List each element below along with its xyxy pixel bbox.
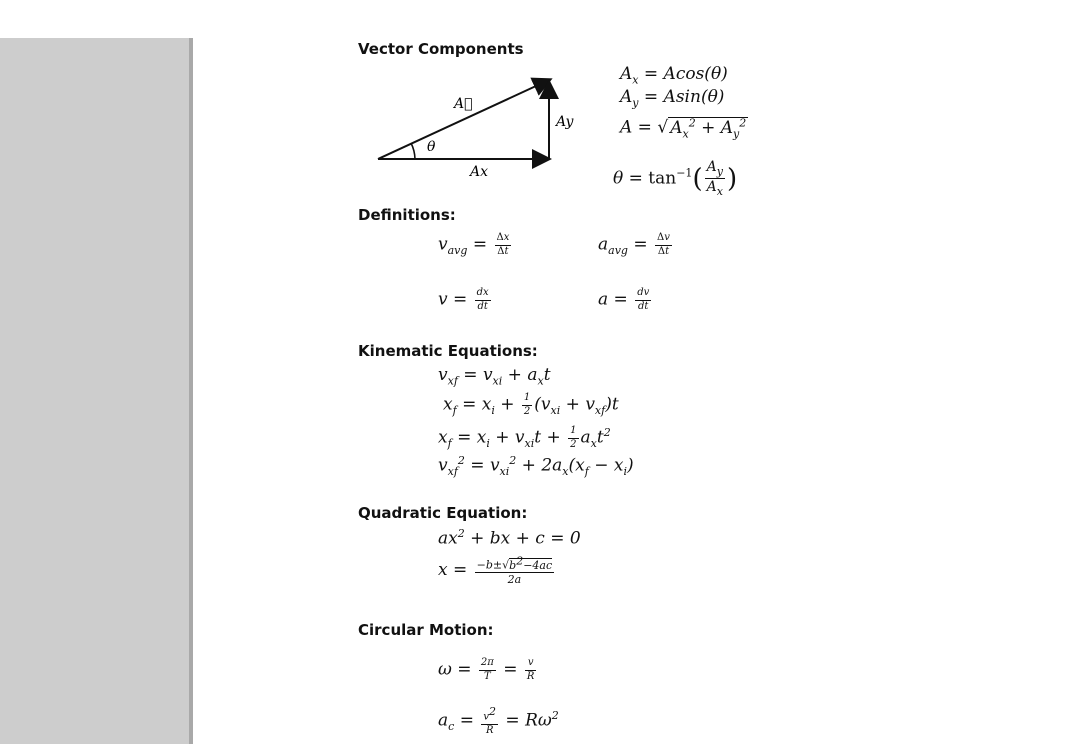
eq-v-avg: $v_{avg}$ = $\frac{\Delta x}{\Delta t}$ [438,232,510,257]
eq-quadratic-solution: x = $\frac{-b\pm√b^2-4ac}{2a}$ [438,554,553,587]
section-heading-definitions: Definitions: [358,206,456,224]
eq-theta-arctan: $\theta = \tan^{-1}$( $\frac{A_y}{A_x}$ ) [613,159,738,199]
eq-ax-cos: $A_x = Acos(\theta)$ [620,64,728,87]
eq-magnitude: A = √ $A_x^2 + A_y^2$ [620,116,747,141]
eq-omega: ω = $\frac{2\pi}{T}$ = $\frac{v}{R}$ [438,657,535,682]
eq-kinematic-3: $x_f = x_i + v_{xi}t$ + $\frac{1}{2}$ $a_xt^2$ [438,425,611,450]
ax-label: Ax [470,164,489,180]
eq-a-avg: $a_{avg}$ = $\frac{\Delta v}{\Delta t}$ [598,232,670,257]
eq-a-derivative: a = $\frac{dv}{dt}$ [598,287,650,312]
eq-quadratic-form: $ax^2$ + bx + c = 0 [438,527,581,549]
section-heading-kinematic: Kinematic Equations: [358,342,538,360]
section-heading-quadratic: Quadratic Equation: [358,504,528,522]
document-page [197,0,1090,744]
ay-label: Ay [556,114,574,130]
vector-a-label: A⃗ [454,96,473,112]
angle-arc [411,143,415,159]
eq-centripetal: $a_c$ = $\frac{v^2}{R}$ = $R\omega^2$ [438,705,559,736]
eq-v-derivative: v = $\frac{dx}{dt}$ [438,287,489,312]
vector-triangle-diagram [360,68,600,188]
vector-a-arrow [378,80,549,159]
eq-kinematic-2: $x_f = x_i$ + $\frac{1}{2}$ $(v_{xi} + v_{xf})t$ [443,392,619,417]
eq-ay-sin: $A_y = Asin(\theta)$ [620,87,725,110]
sidebar-panel [0,38,193,744]
section-heading-vector-components: Vector Components [358,40,524,58]
section-heading-circular: Circular Motion: [358,621,494,639]
eq-kinematic-4: $v_{xf}^2 = v_{xi}^2 + 2a_x(x_f - x_i)$ [438,454,634,479]
eq-kinematic-1: $v_{xf} = v_{xi} + a_xt$ [438,365,551,388]
theta-label: θ [427,139,436,155]
